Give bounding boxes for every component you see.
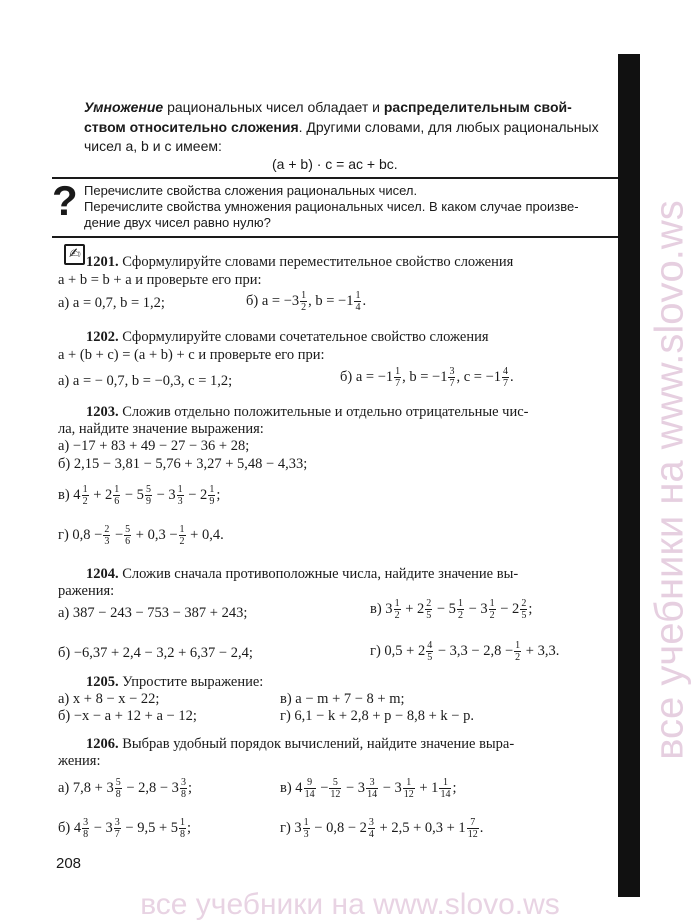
fraction-numerator: 1: [489, 598, 495, 609]
fraction-numerator: 1: [395, 366, 401, 377]
expr-part: б) a = −3: [246, 292, 300, 309]
questions-bottom-rule: [52, 236, 618, 238]
expr-part: − 2: [496, 600, 520, 617]
problem-1203-line-2: ла, найдите значение выражения:: [58, 421, 264, 437]
expr-part: г) 0,5 + 2: [370, 642, 426, 659]
fraction-denominator: 12: [467, 829, 478, 840]
rule-line-1: [84, 98, 572, 116]
fraction: [394, 366, 401, 389]
expr-part: − 3: [464, 600, 488, 617]
fraction-numerator: 5: [115, 777, 121, 788]
fraction: [354, 290, 361, 313]
fraction-numerator: 5: [145, 484, 151, 495]
fraction-denominator: 2: [515, 652, 521, 663]
fraction-denominator: 2: [394, 610, 400, 621]
fraction: [145, 484, 152, 507]
expr-part: ;: [452, 779, 457, 796]
fraction-denominator: 12: [330, 789, 341, 800]
bottom-watermark: все учебники на www.slovo.ws: [140, 888, 560, 921]
distributive-formula: (a + b) · c = ac + bc.: [272, 156, 398, 172]
fraction: [124, 524, 131, 547]
fraction: [502, 366, 509, 389]
fraction-denominator: 2: [301, 302, 307, 313]
fraction-denominator: 2: [82, 496, 88, 507]
fraction-denominator: 6: [114, 496, 120, 507]
expr-part: + 3,3.: [522, 642, 560, 659]
expr-part: .: [479, 819, 484, 836]
expr-part: − 2,8 − 3: [122, 779, 179, 796]
fraction-numerator: 5: [125, 524, 131, 535]
problem-number: 1204.: [86, 566, 119, 582]
problem-1204-b: б) −6,37 + 2,4 − 3,2 + 6,37 − 2,4;: [58, 645, 253, 661]
fraction-numerator: 1: [179, 524, 185, 535]
problem-1205-a: а) x + 8 − x − 22;: [58, 691, 160, 707]
fraction: [439, 777, 451, 800]
fraction: [303, 817, 310, 840]
fraction: [457, 598, 464, 621]
fraction-numerator: 3: [366, 777, 378, 789]
fraction-numerator: 7: [467, 817, 479, 829]
fraction-denominator: 8: [115, 789, 121, 800]
fraction-denominator: 9: [145, 496, 151, 507]
problem-1206-a: [58, 777, 192, 800]
fraction-numerator: 1: [114, 484, 120, 495]
fraction-denominator: 8: [180, 829, 186, 840]
expr-part: г) 0,8 −: [58, 526, 103, 543]
fraction-numerator: 1: [301, 290, 307, 301]
expr-part: + 2,5 + 0,3 + 1: [375, 819, 466, 836]
expr-part: − 9,5 + 5: [121, 819, 179, 836]
fraction: [426, 640, 433, 663]
problem-1206-line-1: [86, 735, 514, 753]
expr-part: в) 4: [58, 486, 81, 503]
fraction-numerator: 3: [180, 777, 186, 788]
fraction: [394, 598, 401, 621]
expr-part: , b = −1: [308, 292, 354, 309]
fraction-denominator: 6: [125, 536, 131, 547]
fraction-numerator: 4: [503, 366, 509, 377]
page-number: 208: [56, 855, 82, 872]
problem-1202-line-1: [86, 328, 489, 346]
fraction-numerator: 1: [394, 598, 400, 609]
fraction: [82, 817, 89, 840]
problem-text: Сложив сначала противоположные числа, найдите значение вы-: [118, 566, 519, 582]
rule-text: рациональных чисел обладает и: [163, 99, 384, 115]
fraction: [82, 484, 89, 507]
fraction: [115, 777, 122, 800]
fraction: [368, 817, 375, 840]
fraction: [448, 366, 455, 389]
problem-number: 1206.: [86, 736, 119, 752]
fraction-denominator: 14: [367, 789, 378, 800]
fraction-denominator: 5: [426, 610, 432, 621]
question-3: дение двух чисел равно нулю?: [84, 215, 271, 230]
expr-part: ;: [187, 779, 192, 796]
question-2: Перечислите свойства умножения рациональных чисел. В каком случае произве-: [84, 199, 579, 214]
fraction: [113, 484, 120, 507]
rule-term-addition: ством относительно сложения: [84, 119, 299, 135]
fraction-numerator: 2: [104, 524, 110, 535]
problem-1201-b: [246, 290, 366, 313]
fraction-denominator: 9: [209, 496, 215, 507]
fraction-denominator: 3: [303, 829, 309, 840]
fraction: [366, 777, 378, 800]
problem-1204-v: [370, 598, 532, 621]
problem-1204-line-2: ражения:: [58, 583, 115, 599]
expr-part: − 2: [184, 486, 208, 503]
problem-number: 1203.: [86, 404, 119, 420]
problem-1205-g: г) 6,1 − k + 2,8 + p − 8,8 + k − p.: [280, 708, 474, 724]
problem-1201-line-1: [86, 253, 513, 271]
expr-part: ;: [187, 819, 192, 836]
expr-part: −: [316, 779, 329, 796]
problem-1202-b: [340, 366, 514, 389]
problem-1206-v: [280, 777, 456, 800]
fraction-denominator: 14: [440, 789, 451, 800]
problem-1203-g: [58, 524, 224, 547]
fraction-denominator: 14: [304, 789, 315, 800]
fraction-denominator: 12: [403, 789, 414, 800]
rule-term-distributive: распределительным свой-: [383, 99, 572, 115]
problem-1205-line-1: [86, 673, 263, 691]
problem-1201-line-2: a + b = b + a и проверьте его при:: [58, 272, 262, 288]
expr-part: − 3: [90, 819, 113, 836]
fraction-numerator: 3: [368, 817, 374, 828]
expr-part: − 5: [121, 486, 144, 503]
expr-part: + 2: [401, 600, 425, 617]
fraction-numerator: 1: [439, 777, 451, 789]
fraction-numerator: 1: [209, 484, 215, 495]
problem-number: 1205.: [86, 674, 119, 690]
expr-part: б) a = −1: [340, 368, 394, 385]
expr-part: + 0,3 −: [132, 526, 178, 543]
problem-number: 1202.: [86, 329, 119, 345]
rule-line-3: чисел a, b и c имеем:: [84, 138, 222, 154]
fraction: [177, 484, 184, 507]
fraction-denominator: 8: [180, 789, 186, 800]
fraction-denominator: 7: [503, 378, 509, 389]
fraction: [467, 817, 479, 840]
rule-line-2: [84, 118, 599, 136]
question-1: Перечислите свойства сложения рациональных чисел.: [84, 183, 418, 198]
expr-part: − 3: [152, 486, 176, 503]
fraction: [425, 598, 432, 621]
expr-part: + 0,4.: [186, 526, 224, 543]
expr-part: ;: [528, 600, 533, 617]
fraction-denominator: 4: [355, 302, 361, 313]
fraction-numerator: 3: [83, 817, 89, 828]
problem-1204-a: а) 387 − 243 − 753 − 387 + 243;: [58, 605, 248, 621]
fraction-numerator: 9: [304, 777, 316, 789]
fraction-numerator: 1: [82, 484, 88, 495]
problem-1203-v: [58, 484, 220, 507]
fraction-numerator: 1: [457, 598, 463, 609]
expr-part: − 3: [342, 779, 366, 796]
fraction: [208, 484, 215, 507]
fraction: [114, 817, 121, 840]
problem-1206-b: [58, 817, 191, 840]
expr-part: − 3: [379, 779, 402, 796]
questions-top-rule: [52, 177, 618, 179]
fraction-numerator: 1: [515, 640, 521, 651]
expr-part: б) 4: [58, 819, 82, 836]
fraction-denominator: 8: [83, 829, 89, 840]
fraction-numerator: 3: [114, 817, 120, 828]
problem-1205-b: б) −x − a + 12 + a − 12;: [58, 708, 197, 724]
expr-part: .: [362, 292, 367, 309]
fraction: [520, 598, 527, 621]
expr-part: .: [510, 368, 514, 385]
side-watermark-text: все учебники на www.slovo.ws: [647, 200, 692, 760]
fraction: [304, 777, 316, 800]
problem-1205-v: в) a − m + 7 − 8 + m;: [280, 691, 405, 707]
expr-part: + 2: [89, 486, 113, 503]
problem-1201-a: а) a = 0,7, b = 1,2;: [58, 295, 165, 311]
problem-1206-g: [280, 817, 483, 840]
expr-part: , c = −1: [456, 368, 502, 385]
fraction: [179, 524, 186, 547]
fraction-denominator: 7: [114, 829, 120, 840]
fraction-numerator: 1: [355, 290, 361, 301]
fraction-denominator: 2: [179, 536, 185, 547]
problem-1203-a: а) −17 + 83 + 49 − 27 − 36 + 28;: [58, 438, 250, 454]
expr-part: , b = −1: [402, 368, 448, 385]
expr-part: − 3,3 − 2,8 −: [434, 642, 514, 659]
fraction-denominator: 7: [395, 378, 401, 389]
fraction: [489, 598, 496, 621]
fraction-denominator: 3: [177, 496, 183, 507]
problem-1202-line-2: a + (b + c) = (a + b) + c и проверьте его при:: [58, 347, 325, 363]
expr-part: − 5: [433, 600, 456, 617]
problem-1204-line-1: [86, 565, 518, 583]
fraction-numerator: 1: [403, 777, 415, 789]
problem-1203-line-1: [86, 403, 529, 421]
problem-1206-line-2: жения:: [58, 753, 101, 769]
expr-part: − 0,8 − 2: [310, 819, 367, 836]
problem-text: Сложив отдельно положительные и отдельно отрицательные чис-: [118, 404, 529, 420]
expr-part: г) 3: [280, 819, 302, 836]
fraction-numerator: 4: [427, 640, 433, 651]
expr-part: + 1: [415, 779, 439, 796]
fraction-numerator: 2: [521, 598, 527, 609]
problem-text: Сформулируйте словами сочетательное свойство сложения: [118, 329, 489, 345]
fraction-denominator: 2: [457, 610, 463, 621]
expr-part: в) 4: [280, 779, 303, 796]
fraction-numerator: 1: [303, 817, 309, 828]
fraction: [103, 524, 110, 547]
problem-1203-b: б) 2,15 − 3,81 − 5,76 + 3,27 + 5,48 − 4,33;: [58, 456, 308, 472]
problem-text: Сформулируйте словами переместительное свойство сложения: [118, 254, 514, 270]
expr-part: ;: [216, 486, 221, 503]
fraction-numerator: 1: [180, 817, 186, 828]
problem-1202-a: а) a = − 0,7, b = −0,3, c = 1,2;: [58, 373, 233, 389]
fraction: [403, 777, 415, 800]
pen-task-icon: ✍: [64, 244, 85, 265]
fraction-numerator: 5: [329, 777, 341, 789]
fraction: [300, 290, 307, 313]
side-watermark: [640, 80, 700, 880]
scan-dark-edge: [618, 54, 640, 897]
fraction-numerator: 2: [426, 598, 432, 609]
rule-term-multiplication: Умножение: [84, 99, 164, 115]
fraction-denominator: 4: [368, 829, 374, 840]
problem-text: Упростите выражение:: [118, 674, 264, 690]
fraction-denominator: 5: [521, 610, 527, 621]
fraction: [180, 777, 187, 800]
fraction-denominator: 7: [449, 378, 455, 389]
expr-part: −: [111, 526, 124, 543]
fraction: [514, 640, 521, 663]
rule-text: . Другими словами, для любых рациональных: [298, 119, 599, 135]
fraction-numerator: 3: [449, 366, 455, 377]
fraction-numerator: 1: [177, 484, 183, 495]
expr-part: в) 3: [370, 600, 393, 617]
problem-text: Выбрав удобный порядок вычислений, найдите значение выра-: [118, 736, 515, 752]
fraction-denominator: 3: [104, 536, 110, 547]
problem-number: 1201.: [86, 254, 119, 270]
expr-part: а) 7,8 + 3: [58, 779, 114, 796]
fraction: [179, 817, 186, 840]
question-mark-icon: ?: [52, 177, 78, 224]
fraction-denominator: 5: [427, 652, 433, 663]
fraction-denominator: 2: [489, 610, 495, 621]
problem-1204-g: [370, 640, 559, 663]
fraction: [329, 777, 341, 800]
